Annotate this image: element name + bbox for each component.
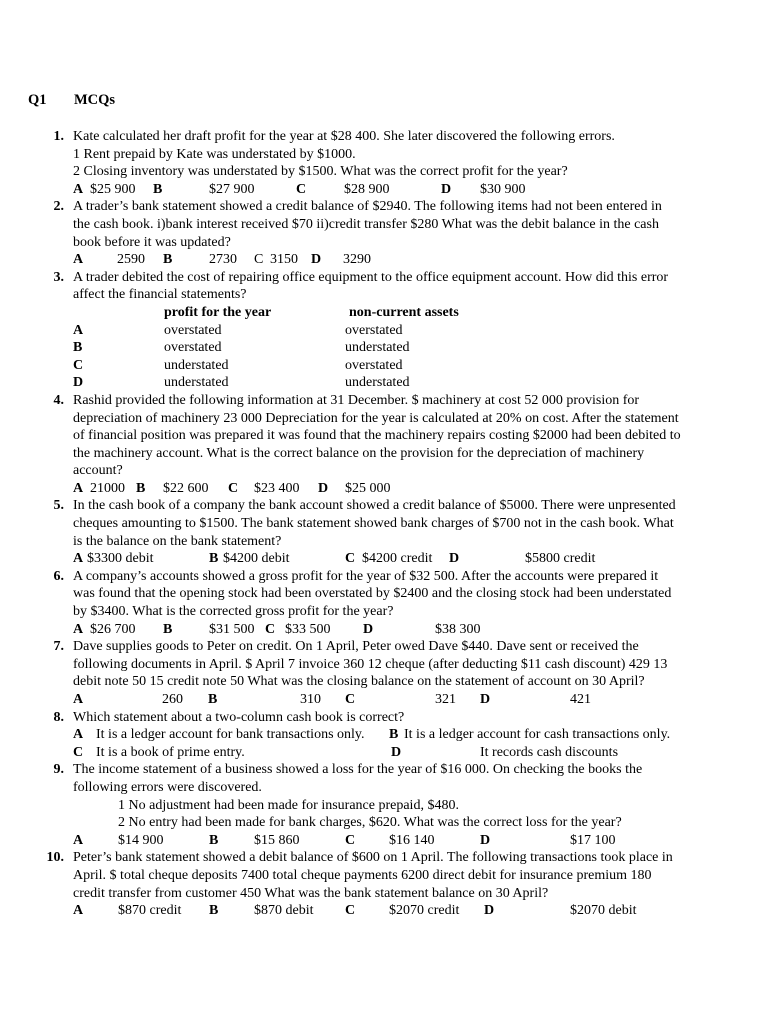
option-value: It records cash discounts xyxy=(480,744,619,760)
option-label: C xyxy=(73,357,84,373)
option-label: C xyxy=(254,252,264,268)
question-text-line: was found that the opening stock had been overstated by $2400 and the closing stock had been understated xyxy=(73,586,672,602)
table-row xyxy=(73,339,732,357)
option-label: A xyxy=(73,322,84,338)
option-label: B xyxy=(209,832,219,848)
question-text-line: the cash book. i)bank interest received $70 ii)credit transfer $280 What was the debit balance in the cash xyxy=(73,216,659,232)
option-value: 421 xyxy=(570,692,591,707)
option-value: $870 debit xyxy=(254,903,314,919)
table-row xyxy=(73,322,732,340)
option-label: A xyxy=(73,832,84,848)
option-value: $33 500 xyxy=(285,621,331,637)
question-text-line: affect the financial statements? xyxy=(73,287,247,303)
table-cell: overstated xyxy=(345,322,403,338)
option-value: $26 700 xyxy=(90,621,136,637)
option-label: A xyxy=(73,621,84,637)
question-1 xyxy=(0,128,768,198)
question-number: 4. xyxy=(53,392,64,408)
question-text-line: cheques amounting to $1500. The bank statement showed bank charges of $700 not in the cash book. What xyxy=(73,516,674,532)
option-value: $2070 credit xyxy=(389,903,460,919)
question-number: 6. xyxy=(53,568,64,584)
option-label: A xyxy=(73,727,84,743)
question-text-line: Dave supplies goods to Peter on credit. On 1 April, Peter owed Dave $440. Dave sent or received the xyxy=(73,639,639,655)
option-label: B xyxy=(208,692,218,707)
option-value: $2070 debit xyxy=(570,903,637,919)
option-label: B xyxy=(209,551,219,567)
option-value: $38 300 xyxy=(435,621,481,637)
option-value: $23 400 xyxy=(254,480,300,496)
question-number: 9. xyxy=(53,762,64,778)
question-text-line: A trader debited the cost of repairing office equipment to the office equipment account. How did this error xyxy=(73,269,669,285)
options-row xyxy=(73,902,732,920)
table-cell: understated xyxy=(345,375,410,391)
option-label: D xyxy=(441,181,452,197)
question-number-heading: Q1 xyxy=(28,92,47,108)
question-7 xyxy=(0,638,768,708)
question-number: 10. xyxy=(46,850,64,866)
option-label: C xyxy=(345,832,356,848)
question-6 xyxy=(0,568,768,638)
option-value: $25 000 xyxy=(345,480,391,496)
question-text-line: 1 Rent prepaid by Kate was understated by $1000. xyxy=(73,146,356,162)
option-value: $31 500 xyxy=(209,621,255,637)
option-value: $22 600 xyxy=(163,480,209,496)
option-value: $4200 credit xyxy=(362,551,433,567)
option-label: B xyxy=(73,340,83,356)
option-label: B xyxy=(163,252,173,268)
table-cell: overstated xyxy=(164,322,222,338)
table-cell: overstated xyxy=(164,340,222,356)
option-label: A xyxy=(73,692,84,707)
question-number: 8. xyxy=(53,709,64,725)
option-value: $5800 credit xyxy=(525,551,596,567)
question-text-line: by $3400. What is the corrected gross profit for the year? xyxy=(73,604,394,620)
question-4 xyxy=(0,392,768,498)
option-label: A xyxy=(73,551,84,567)
option-label: B xyxy=(136,480,146,496)
section-heading xyxy=(28,92,115,110)
question-8 xyxy=(0,709,768,762)
section-title: MCQs xyxy=(74,92,116,108)
option-value: 21000 xyxy=(90,480,125,496)
table-cell: understated xyxy=(164,357,229,373)
question-text-line: Which statement about a two-column cash book is correct? xyxy=(73,709,405,725)
error-item-line: 1 No adjustment had been made for insurance prepaid, $480. xyxy=(118,797,459,813)
question-text-line: Rashid provided the following information at 31 December. $ machinery at cost 52 000 provision for xyxy=(73,392,640,408)
table-row xyxy=(73,374,732,392)
option-value: $16 140 xyxy=(389,832,435,848)
question-number: 1. xyxy=(53,129,64,144)
option-value: 321 xyxy=(435,692,456,707)
options-row xyxy=(73,744,732,762)
answer-table-header xyxy=(73,304,732,322)
question-text-line: A company’s accounts showed a gross profit for the year of $32 500. After the accounts were prepared it xyxy=(73,568,659,584)
option-value: It is a ledger account for bank transactions only. xyxy=(96,727,365,743)
options-row xyxy=(73,726,732,744)
question-list xyxy=(0,128,768,920)
option-label: D xyxy=(449,551,460,567)
question-text-line: debit note 50 15 credit note 50 What was the closing balance on the statement of account on 30 April? xyxy=(73,674,645,690)
question-number: 3. xyxy=(53,269,64,285)
options-row xyxy=(73,832,732,850)
option-label: D xyxy=(311,252,322,268)
question-text-line: the machinery account. What is the correct balance on the provision for the depreciation of machinery xyxy=(73,445,645,461)
option-value: $14 900 xyxy=(118,832,164,848)
question-text-line: account? xyxy=(73,463,123,479)
question-text-line: credit transfer from customer 450 What was the bank statement balance on 30 April? xyxy=(73,885,549,901)
question-5 xyxy=(0,497,768,567)
option-label: C xyxy=(73,744,84,760)
option-value: 2590 xyxy=(117,252,145,268)
error-item-line: 2 No entry had been made for bank charges, $620. What was the correct loss for the year? xyxy=(118,815,622,831)
option-label: C xyxy=(228,480,239,496)
option-label: C xyxy=(265,621,276,637)
option-value: 310 xyxy=(300,692,321,707)
option-value: $30 900 xyxy=(480,181,526,197)
option-value: $28 900 xyxy=(344,181,390,197)
question-text-line: The income statement of a business showed a loss for the year of $16 000. On checking the books the xyxy=(73,762,643,778)
options-row xyxy=(73,691,732,709)
option-label: C xyxy=(345,551,356,567)
option-value: It is a ledger account for cash transactions only. xyxy=(404,727,671,743)
option-label: D xyxy=(318,480,329,496)
option-label: B xyxy=(163,621,173,637)
question-text-line: Peter’s bank statement showed a debit balance of $600 on 1 April. The following transactions took place in xyxy=(73,850,673,866)
options-row xyxy=(73,621,732,639)
option-label: B xyxy=(153,181,163,197)
option-value: 3150 xyxy=(270,252,298,268)
option-value: 3290 xyxy=(343,252,371,268)
question-text-line: following errors were discovered. xyxy=(73,779,262,795)
option-label: D xyxy=(484,903,495,919)
table-column-header: non-current assets xyxy=(349,304,459,320)
question-text-line: following documents in April. $ April 7 invoice 360 12 cheque (after deducting $11 cash discount) 429 13 xyxy=(73,656,668,672)
option-label: D xyxy=(363,621,374,637)
question-3 xyxy=(0,269,768,392)
table-cell: overstated xyxy=(345,357,403,373)
question-number: 7. xyxy=(53,639,64,655)
option-value: It is a book of prime entry. xyxy=(96,744,245,760)
question-text-line: 2 Closing inventory was understated by $1500. What was the correct profit for the year? xyxy=(73,164,568,180)
option-label: D xyxy=(480,832,491,848)
question-text-line: of financial position was prepared it was found that the machinery repairs costing $2000 had been debited to xyxy=(73,428,681,444)
option-label: B xyxy=(389,727,399,743)
option-label: C xyxy=(345,692,356,707)
option-value: $17 100 xyxy=(570,832,616,848)
option-label: D xyxy=(480,692,491,707)
question-number: 2. xyxy=(53,199,64,215)
table-cell: understated xyxy=(164,375,229,391)
option-value: $4200 debit xyxy=(223,551,290,567)
option-value: $870 credit xyxy=(118,903,182,919)
table-column-header: profit for the year xyxy=(164,304,272,320)
question-2 xyxy=(0,198,768,268)
option-label: C xyxy=(345,903,356,919)
question-10 xyxy=(0,849,768,919)
option-label: A xyxy=(73,181,84,197)
question-text-line: In the cash book of a company the bank account showed a credit balance of $5000. There were unpresented xyxy=(73,498,676,514)
option-value: 2730 xyxy=(209,252,237,268)
question-9 xyxy=(0,761,768,849)
option-value: $15 860 xyxy=(254,832,300,848)
question-text-line: A trader’s bank statement showed a credit balance of $2940. The following items had not been entered in xyxy=(73,199,662,215)
options-row xyxy=(73,480,732,498)
option-label: A xyxy=(73,903,84,919)
question-text-line: is the balance on the bank statement? xyxy=(73,533,282,549)
option-label: C xyxy=(296,181,307,197)
options-row xyxy=(73,181,732,199)
option-label: D xyxy=(391,744,402,760)
option-label: A xyxy=(73,252,84,268)
option-label: A xyxy=(73,480,84,496)
options-row xyxy=(73,251,732,269)
option-value: $25 900 xyxy=(90,181,136,197)
options-row xyxy=(73,550,732,568)
option-value: $3300 debit xyxy=(87,551,154,567)
question-text-line: April. $ total cheque deposits 7400 total cheque payments 6200 direct debit for insurance premium 180 xyxy=(73,867,652,883)
option-label: B xyxy=(209,903,219,919)
option-label: D xyxy=(73,375,84,391)
question-text-line: Kate calculated her draft profit for the year at $28 400. She later discovered the following errors. xyxy=(73,129,615,144)
question-text-line: depreciation of machinery 23 000 Depreciation for the year is calculated at 20% on cost. After the statement xyxy=(73,410,679,426)
table-row xyxy=(73,357,732,375)
question-text-line: book before it was updated? xyxy=(73,234,231,250)
question-number: 5. xyxy=(53,498,64,514)
table-cell: understated xyxy=(345,340,410,356)
option-value: $27 900 xyxy=(209,181,255,197)
option-value: 260 xyxy=(162,692,183,707)
